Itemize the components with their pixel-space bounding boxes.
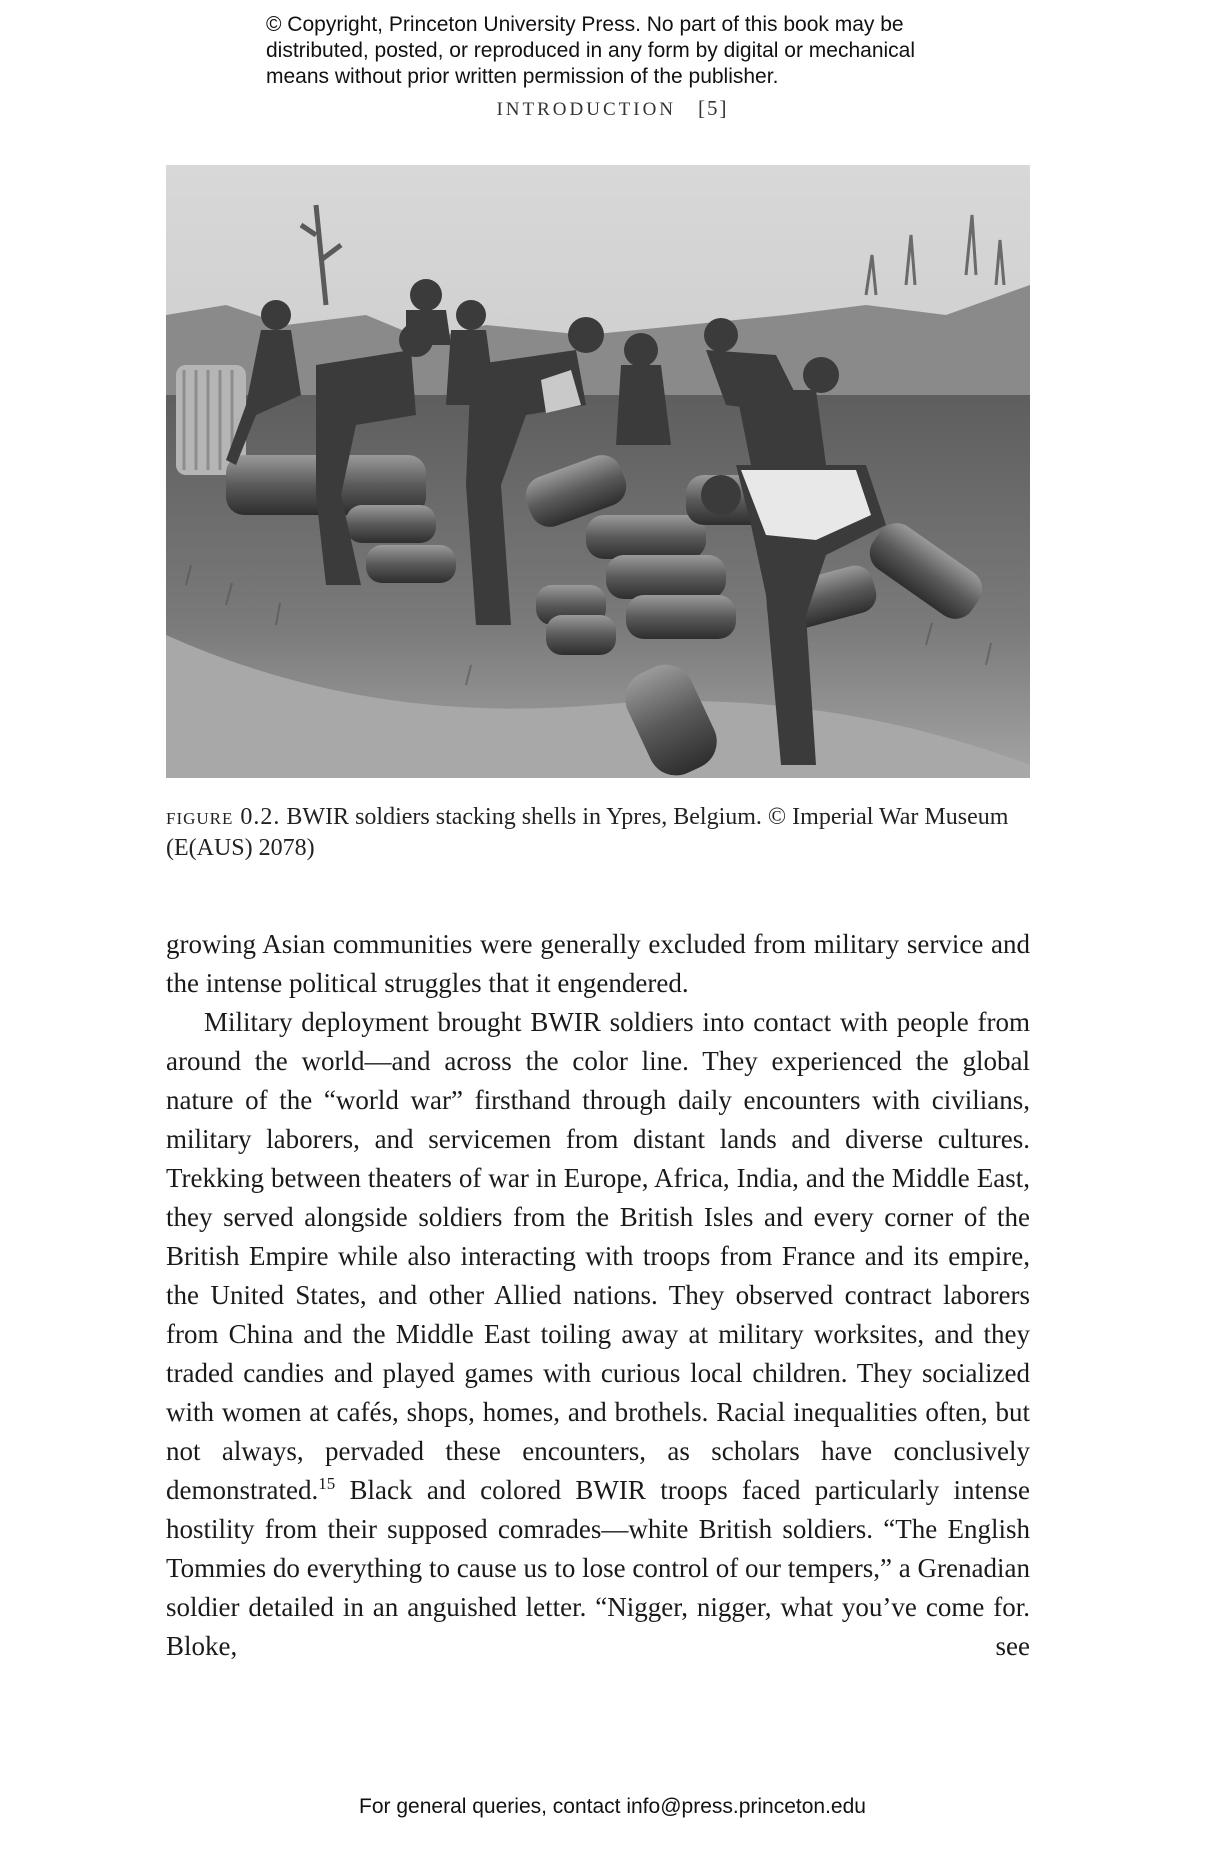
copyright-line: © Copyright, Princeton University Press. No part of this book may be	[266, 13, 904, 36]
figure-caption	[166, 802, 1036, 864]
paragraph	[166, 1003, 1030, 1666]
running-head	[0, 96, 1225, 121]
paragraph-text: Black and colored BWIR troops faced particularly intense hostility from their supposed comrades—white British soldiers. “The English Tommies do everything to cause us to lose control of our tempers,” a Grenadian soldier detailed in an anguished letter. “Nigger, nigger, what you’ve come for. Bloke, see	[166, 1475, 1030, 1661]
figure-photo	[166, 165, 1030, 778]
body-text	[166, 925, 1030, 1666]
footer-contact: For general queries, contact info@press.princeton.edu	[359, 1795, 866, 1818]
copyright-notice	[266, 12, 1026, 90]
page-number: [5]	[698, 96, 729, 120]
footnote-ref[interactable]: 15	[318, 1474, 336, 1493]
figure-caption-text: BWIR soldiers stacking shells in Ypres, Belgium. © Imperial War Museum (E(AUS) 2078)	[166, 804, 1009, 861]
paragraph: growing Asian communities were generally excluded from military service and the intense political struggles that it engendered.	[166, 929, 1030, 998]
figure-label: figure 0.2.	[166, 804, 281, 830]
copyright-line: distributed, posted, or reproduced in any form by digital or mechanical	[266, 39, 916, 62]
paragraph-text: Military deployment brought BWIR soldiers into contact with people from around the world—and across the color line. They experienced the global nature of the “world war” firsthand through daily encounters with civilians, military laborers, and servicemen from distant lands and diverse cultures. Trekking between theaters of war in Europe, Africa, India, and the Middle East, they served alongside soldiers from the British Isles and every corner of the British Empire while also interacting with troops from France and its empire, the United States, and other Allied nations. They observed contract laborers from China and the Middle East toiling away at military worksites, and they traded candies and played games with curious local children. They socialized with women at cafés, shops, homes, and brothels. Racial inequalities often, but not always, pervaded these encounters, as scholars have conclusively demonstrated.	[166, 1007, 1030, 1505]
copyright-line: means without prior written permission of the publisher.	[266, 65, 779, 88]
photo-illustration	[166, 165, 1030, 778]
running-head-section: INTRODUCTION	[496, 99, 677, 120]
